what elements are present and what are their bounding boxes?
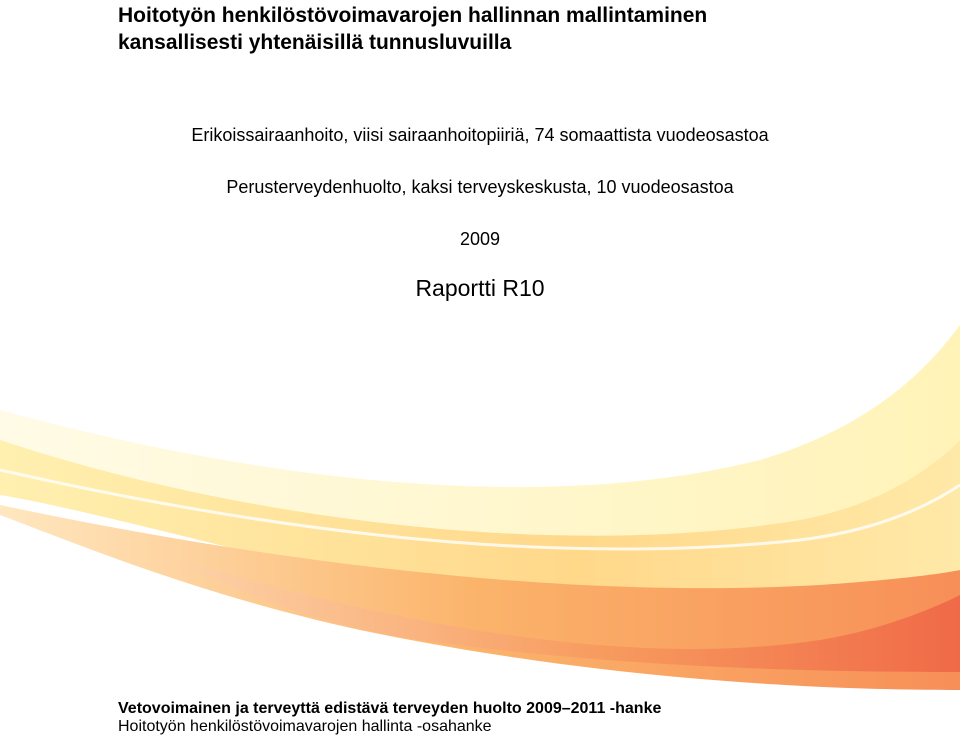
footer-subproject: Hoitotyön henkilöstövoimavarojen hallinta -osahanke: [118, 718, 492, 735]
title-line-1: Hoitotyön henkilöstövoimavarojen hallinnan mallintaminen: [118, 4, 708, 27]
subtitle-primary-care: Perusterveydenhuolto, kaksi terveyskeskusta, 10 vuodeosastoa: [226, 177, 734, 197]
report-year: 2009: [459, 229, 501, 249]
report-number: Raportti R10: [415, 275, 545, 301]
subtitle-specialized-care: Erikoissairaanhoito, viisi sairaanhoitopiiriä, 74 somaattista vuodeosastoa: [191, 125, 769, 145]
decorative-swoosh: [0, 300, 960, 743]
footer: [118, 700, 661, 736]
footer-project: Vetovoimainen ja terveyttä edistävä terveyden huolto 2009–2011 -hanke: [118, 700, 662, 717]
document-title: [118, 2, 707, 56]
title-line-2: kansallisesti yhtenäisillä tunnusluvuilla: [118, 31, 512, 54]
